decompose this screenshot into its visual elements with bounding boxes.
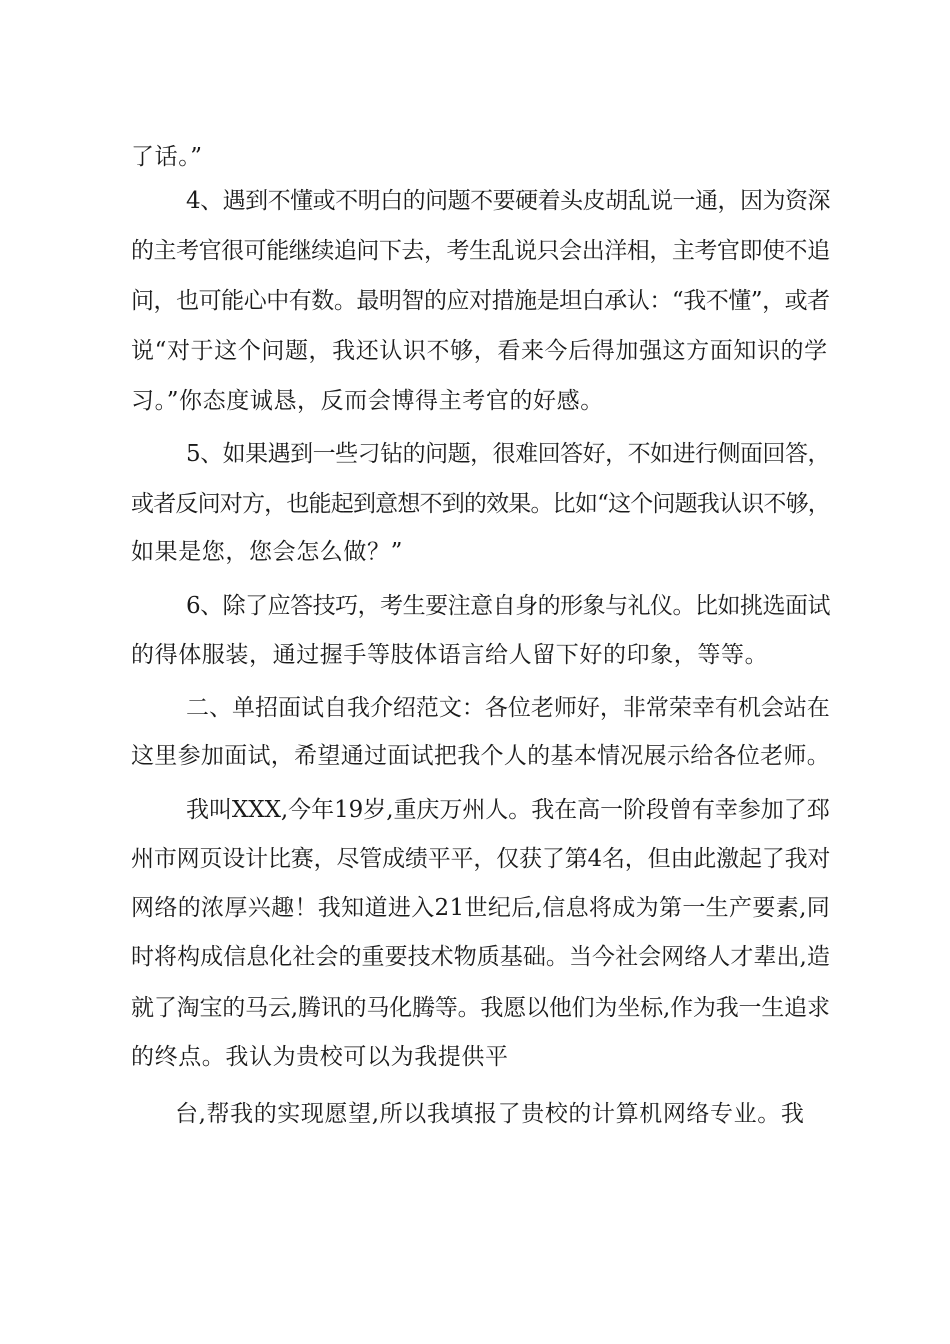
- intro-line-5: 就了淘宝的马云,腾讯的马化腾等。我愿以他们为坐标,作为我一生追求: [131, 995, 830, 1021]
- paragraph-4-line-5: 习。”你态度诚恳，反而会博得主考官的好感。: [131, 388, 604, 414]
- intro-line-2: 州市网页设计比赛，尽管成绩平平，仅获了第4名，但由此激起了我对: [131, 846, 831, 872]
- intro-line-7: 台,帮我的实现愿望,所以我填报了贵校的计算机网络专业。我: [175, 1101, 805, 1127]
- paragraph-4-line-4: 说“对于这个问题，我还认识不够，看来今后得加强这方面知识的学: [131, 338, 828, 364]
- paragraph-5-line-2: 或者反问对方，也能起到意想不到的效果。比如“这个问题我认识不够，: [131, 491, 830, 517]
- paragraph-5-line-3: 如果是您，您会怎么做？”: [131, 539, 403, 565]
- text-line: 了话。”: [131, 144, 203, 170]
- paragraph-6-line-2: 的得体服装，通过握手等肢体语言给人留下好的印象，等等。: [131, 642, 769, 668]
- paragraph-5-line-1: 5、如果遇到一些刁钻的问题，很难回答好，不如进行侧面回答，: [186, 441, 831, 467]
- section-2-line-2: 这里参加面试，希望通过面试把我个人的基本情况展示给各位老师。: [131, 743, 830, 769]
- paragraph-4-line-3: 问，也可能心中有数。最明智的应对措施是坦白承认：“我不懂”，或者: [131, 288, 830, 314]
- paragraph-4-line-2: 的主考官很可能继续追问下去，考生乱说只会出洋相，主考官即使不追: [131, 238, 830, 264]
- intro-line-6: 的终点。我认为贵校可以为我提供平: [131, 1044, 509, 1070]
- paragraph-6-line-1: 6、除了应答技巧，考生要注意自身的形象与礼仪。比如挑选面试: [186, 593, 831, 619]
- section-2-line-1: 二、单招面试自我介绍范文：各位老师好，非常荣幸有机会站在: [186, 695, 830, 721]
- intro-line-3: 网络的浓厚兴趣！我知道进入21世纪后,信息将成为第一生产要素,同: [131, 895, 831, 921]
- intro-line-4: 时将构成信息化社会的重要技术物质基础。当今社会网络人才辈出,造: [131, 944, 830, 970]
- intro-line-1: 我叫XXX,今年19岁,重庆万州人。我在高一阶段曾有幸参加了邳: [186, 797, 830, 823]
- paragraph-4-line-1: 4、遇到不懂或不明白的问题不要硬着头皮胡乱说一通，因为资深: [186, 188, 831, 214]
